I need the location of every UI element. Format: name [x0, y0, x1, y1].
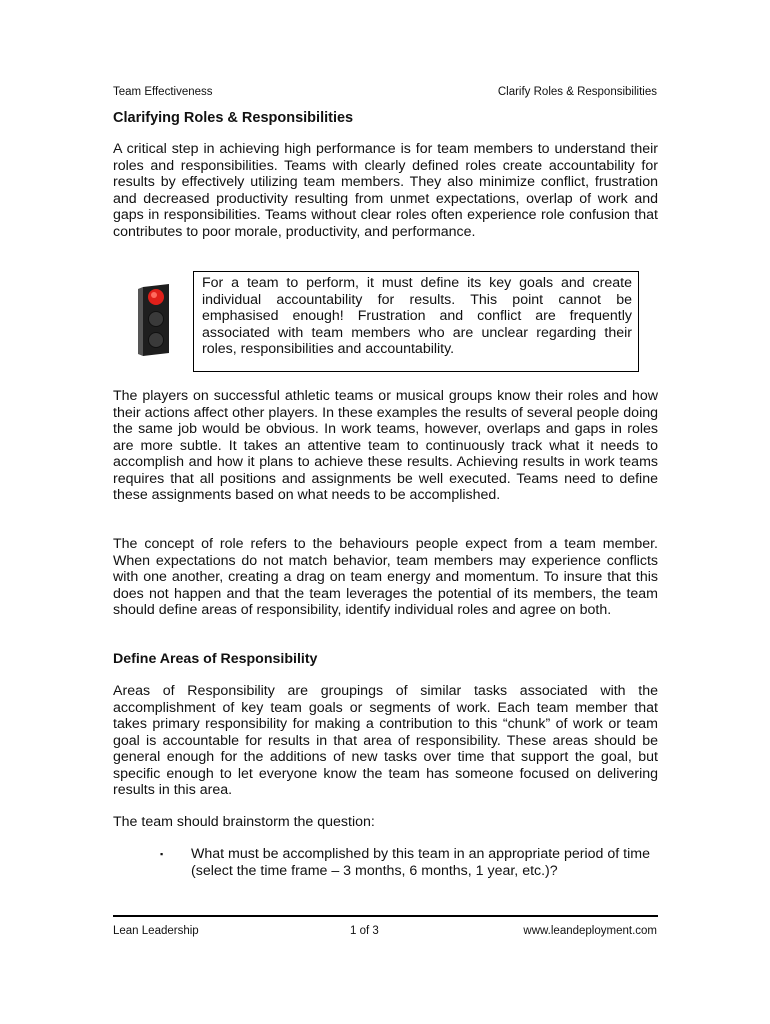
footer-divider	[113, 915, 658, 917]
section-heading: Define Areas of Responsibility	[113, 651, 318, 667]
paragraph-concept-of-role: The concept of role refers to the behaviours people expect from a team member. When expectations do not match behavior, team members may experience conflicts with one another, creating a drag on team energy and momentum. To insure that this does not happen and that the team leverages the potential of its members, the team should define areas of responsibility, identify individual roles and agree on both.	[113, 536, 658, 618]
callout-text: For a team to perform, it must define its key goals and create individual accountability for results. This point cannot be emphasised enough! Frustration and conflict are frequently associated with team members who are unclear regarding their roles, responsibilities and accountability.	[202, 275, 632, 357]
paragraph-athletic-teams: The players on successful athletic teams or musical groups know their roles and how their actions affect other players. In these examples the results of several people doing the same job would be obvious. In work teams, however, overlaps and gaps in roles are more subtle. It takes an attentive team to continuously track what it needs to accomplish and how it plans to achieve these results. Achieving results in work teams requires that all positions and assignments be well executed. Teams need to define these assignments based on what needs to be accomplished.	[113, 388, 658, 503]
callout-box	[193, 271, 639, 372]
bullet-icon: ▪	[160, 849, 164, 859]
header-left: Team Effectiveness	[113, 86, 213, 98]
page-number: 1 of 3	[350, 925, 379, 937]
intro-paragraph: A critical step in achieving high performance is for team members to understand their roles and responsibilities. Teams with clearly defined roles create accountability for results by effectively utilizing team members. They also minimize conflict, frustration and decreased productivity resulting from unmet expectations, overlap of work and gaps in responsibilities. Teams without clear roles often experience role confusion that contributes to poor morale, productivity, and performance.	[113, 141, 658, 240]
page-header	[113, 86, 657, 98]
paragraph-areas-of-responsibility: Areas of Responsibility are groupings of similar tasks associated with the accomplishment of key team goals or segments of work. Each team member that takes primary responsibility for making a contribution to this “chunk” of work or team goal is accountable for results in that area of responsibility. These areas should be general enough for the additions of new tasks over time that support the goal, but specific enough to let everyone know the team has someone focused on delivering results in this area.	[113, 683, 658, 798]
bullet-text: What must be accomplished by this team in an appropriate period of time (select the time frame – 3 months, 6 months, 1 year, etc.)?	[191, 846, 650, 879]
bullet-item	[113, 846, 658, 879]
header-right: Clarify Roles & Responsibilities	[497, 86, 657, 98]
page-title: Clarifying Roles & Responsibilities	[113, 110, 354, 126]
footer-left: Lean Leadership	[113, 925, 199, 937]
traffic-light-icon	[138, 283, 174, 357]
paragraph-brainstorm: The team should brainstorm the question:	[113, 814, 375, 830]
footer-website: www.leandeployment.com	[523, 925, 657, 937]
